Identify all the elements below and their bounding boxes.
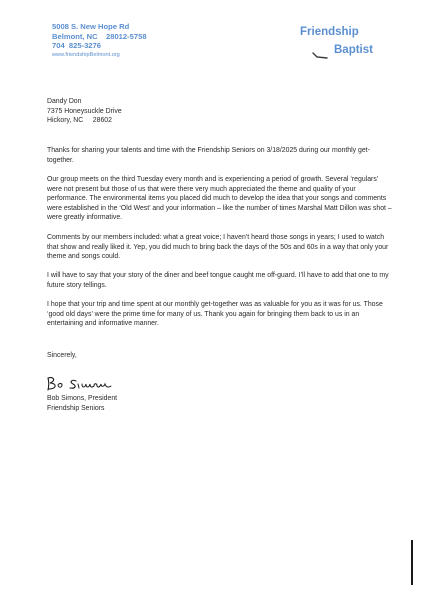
paragraph-1: Thanks for sharing your talents and time with the Friendship Seniors on 3/18/2025 during our monthly get-together. [47, 147, 370, 164]
logo-line-2: Baptist [334, 44, 373, 56]
letterhead-address [52, 22, 147, 59]
letter-paragraph [47, 175, 392, 223]
signer-block [47, 394, 392, 413]
recipient-name: Dandy Don [47, 98, 82, 105]
letter-paragraph [47, 300, 392, 329]
salutation-text: Sincerely, [47, 352, 77, 359]
letter-paragraph [47, 233, 392, 262]
address-line-2: Belmont, NC 28012-5758 [52, 31, 147, 41]
scan-edge-mark [411, 540, 413, 585]
paragraph-2: Our group meets on the third Tuesday every month and is experiencing a period of growth. Several ‘regulars’ were not present but those of us that were there very much appreciated the theme and quality of your performance. The environmental items you placed did much to develop the idea that your songs and comments were established in the ‘Old West’ and your information – like the number of times Marshal Matt Dillon was shot – were greatly informative. [47, 176, 392, 222]
signer-name: Bob Simons, President [47, 395, 118, 402]
church-logo [300, 26, 400, 66]
paragraph-5: I hope that your trip and time spent at our monthly get-together was as valuable for you as it was for us. Those ‘good old days’ were the prime time for many of us. Thank you again for bringing them back to us in an entertaining and informative manner. [47, 301, 383, 328]
logo-line-1: Friendship [300, 26, 359, 38]
logo-swoosh-icon [312, 50, 328, 60]
closing-salutation [47, 351, 392, 361]
address-line-1: 5008 S. New Hope Rd [52, 22, 130, 31]
letter-paragraph [47, 271, 392, 290]
phone-number: 704 825-3276 [52, 41, 101, 51]
recipient-street: 7375 Honeysuckle Drive [47, 107, 122, 115]
recipient-address [47, 97, 392, 126]
paragraph-3: Comments by our members included: what a great voice; I haven’t heard those songs in years; I used to watch that show and really liked it. Yep, you did much to bring back the days of the 50s and 60s in a way that only your theme and songs could. [47, 234, 389, 261]
paragraph-4: I will have to say that your story of the diner and beef tongue caught me off-guard. I’ll have to add that one to my future story tellings. [47, 272, 389, 289]
letter-paragraph [47, 146, 392, 165]
website-link[interactable]: www.friendshipBelmont.org [52, 51, 120, 58]
signer-organization: Friendship Seniors [47, 404, 105, 412]
handwritten-signature [45, 372, 135, 394]
recipient-city: Hickory, NC 28602 [47, 117, 112, 125]
